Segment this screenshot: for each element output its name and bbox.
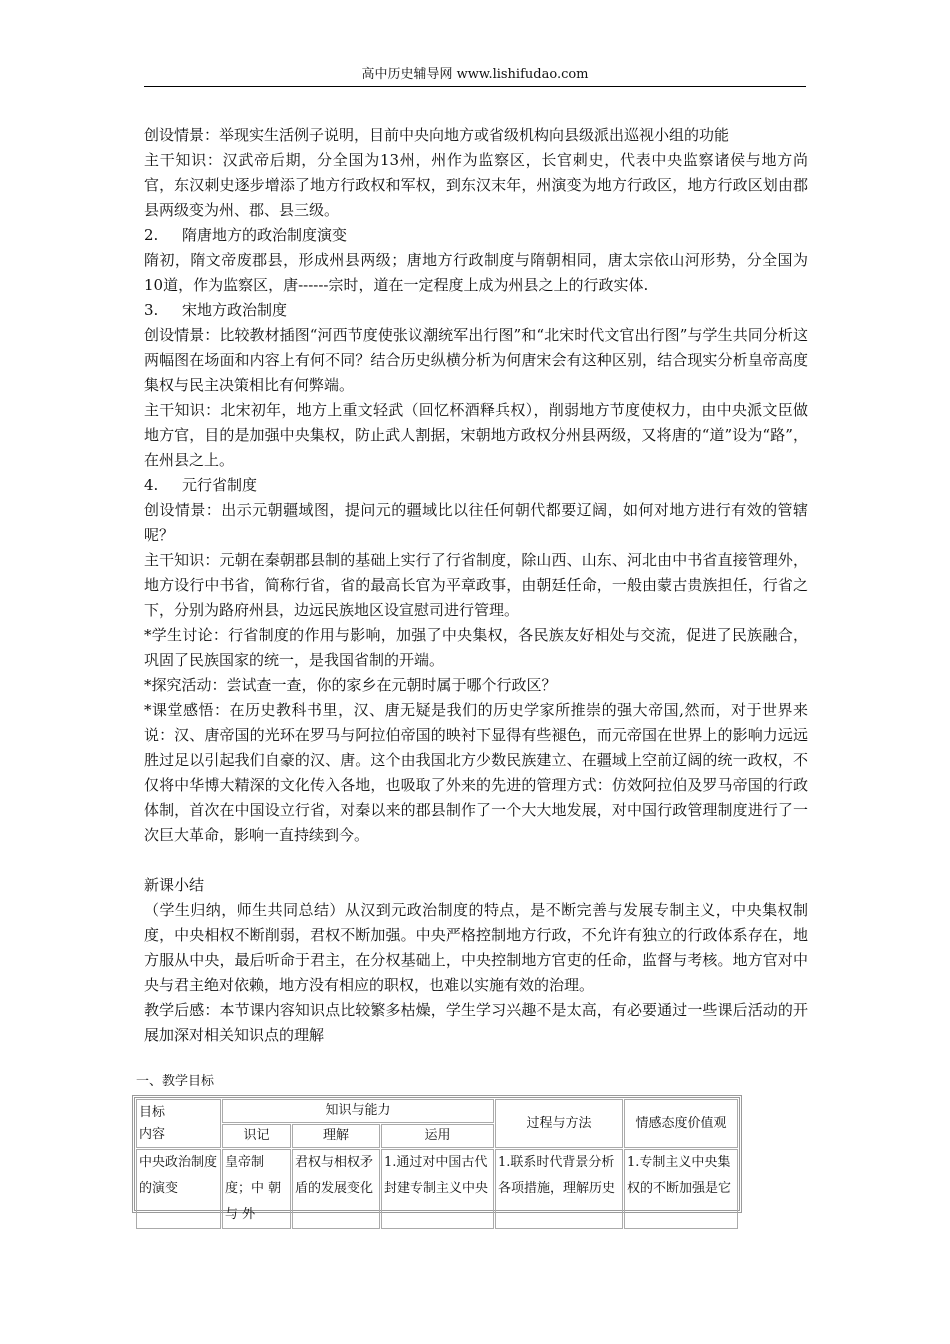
paragraph-spacer [144,848,808,873]
paragraph-scenario-yuan: 创设情景：出示元朝疆域图，提问元的疆域比以往任何朝代都要辽阔，如何对地方进行有效的管辖呢？ [144,501,808,544]
list-item-text: 宋地方政治制度 [182,301,288,319]
section-title: 一、教学目标 [136,1074,215,1089]
cell-content: 中央政治制度的演变 [136,1149,221,1229]
paragraph-discussion: *学生讨论：行省制度的作用与影响，加强了中央集权，各民族友好相处与交流，促进了民族融合，巩固了民族国家的统一，是我国省制的开端。 [144,626,808,669]
header-divider [144,86,806,87]
column-header-recall: 识记 [222,1124,291,1148]
list-item-yuan [144,473,808,498]
column-header-process: 过程与方法 [495,1099,623,1148]
paragraph-activity: *探究活动：尝试查一查，你的家乡在元朝时属于哪个行政区？ [144,676,557,694]
paragraph-scenario-song: 创设情景：比较教材插图“河西节度使张议潮统军出行图”和“北宋时代文官出行图”与学生共同分析这两幅图在场面和内容上有何不同？结合历史纵横分析为何唐宋会有这种区别，结合现实分析皇帝高度集权与民主决策相比有何弊端。 [144,326,808,394]
corner-label-target: 目标 [139,1104,166,1120]
paragraph-summary: （学生归纳，师生共同总结）从汉到元政治制度的特点，是不断完善与发展专制主义，中央集权制度，中央相权不断削弱，君权不断加强。中央严格控制地方行政，不允许有独立的行政体系存在，地方服从中央，最后听命于君主，在分权基础上，中央控制地方官吏的任命，监督与考核。地方官对中央与君主绝对依赖，地方没有相应的职权，也难以实施有效的治理。 [144,901,808,994]
column-header-emotion: 情感态度价值观 [624,1099,738,1148]
list-number: 3. [144,301,159,319]
page-header: 高中历史辅导网 www.lishifudao.com [361,67,589,82]
paragraph-sui-tang: 隋初，隋文帝废郡县，形成州县两级；唐地方行政制度与隋朝相同，唐太宗依山河形势，分全国为10道，作为监察区，唐------宗时，道在一定程度上成为州县之上的行政实体. [144,251,808,294]
list-item-text: 元行省制度 [182,476,258,494]
column-header-understand: 理解 [292,1124,380,1148]
cell-apply: 1.通过对中国古代封建专制主义中央 [381,1149,494,1229]
list-item-sui-tang [144,223,808,248]
table-row [136,1149,738,1229]
list-number: 2. [144,226,159,244]
list-item-text: 隋唐地方的政治制度演变 [182,226,348,244]
paragraph-after-class: 教学后感：本节课内容知识点比较繁多枯燥，学生学习兴趣不是太高，有必要通过一些课后活动的开展加深对相关知识点的理解 [144,1001,808,1044]
paragraph-scenario-han: 创设情景：举现实生活例子说明，目前中央向地方或省级机构向县级派出巡视小组的功能 [144,126,730,144]
paragraph-knowledge-yuan: 主干知识：元朝在秦朝郡县制的基础上实行了行省制度，除山西、山东、河北由中书省直接管理外，地方设行中书省，简称行省，省的最高长官为平章政事，由朝廷任命，一般由蒙古贵族担任，行省之下，分别为路府州县，边远民族地区设宣慰司进行管理。 [144,551,808,619]
cell-recall: 皇帝制度；中 朝 与 外 [222,1149,291,1229]
cell-emotion: 1.专制主义中央集权的不断加强是它 [624,1149,738,1229]
cell-process: 1.联系时代背景分析各项措施，理解历史 [495,1149,623,1229]
objectives-table [132,1095,742,1222]
summary-heading: 新课小结 [144,876,205,894]
corner-label-content: 内容 [139,1126,166,1142]
column-header-apply: 运用 [381,1124,494,1148]
cell-understand: 君权与相权矛盾的发展变化 [292,1149,380,1229]
list-number: 4. [144,476,159,494]
paragraph-reflection: *课堂感悟：在历史教科书里，汉、唐无疑是我们的历史学家所推崇的强大帝国,然而，对于世界来说：汉、唐帝国的光环在罗马与阿拉伯帝国的映衬下显得有些褪色，而元帝国在世界上的影响力远远胜过足以引起我们自豪的汉、唐。这个由我国北方少数民族建立、在疆域上空前辽阔的统一政权，不仅将中华博大精深的文化传入各地，也吸取了外来的先进的管理方式：仿效阿拉伯及罗马帝国的行政体制，首次在中国设立行省，对秦以来的郡县制作了一个大大地发展，对中国行政管理制度进行了一次巨大革命，影响一直持续到今。 [144,701,808,844]
table-header-row [136,1099,738,1123]
column-header-knowledge: 知识与能力 [222,1099,494,1123]
table-corner-cell [136,1099,221,1148]
list-item-song [144,298,808,323]
paragraph-knowledge-song: 主干知识：北宋初年，地方上重文轻武（回忆杯酒释兵权），削弱地方节度使权力，由中央派文臣做地方官，目的是加强中央集权，防止武人割据，宋朝地方政权分州县两级，又将唐的“道”设为“路”，在州县之上。 [144,401,808,469]
paragraph-knowledge-han: 主干知识：汉武帝后期，分全国为13州，州作为监察区，长官刺史，代表中央监察诸侯与地方尚官，东汉刺史逐步增添了地方行政权和军权，到东汉末年，州演变为地方行政区，地方行政区划由郡县两级变为州、郡、县三级。 [144,151,808,219]
document-body [144,123,808,1048]
